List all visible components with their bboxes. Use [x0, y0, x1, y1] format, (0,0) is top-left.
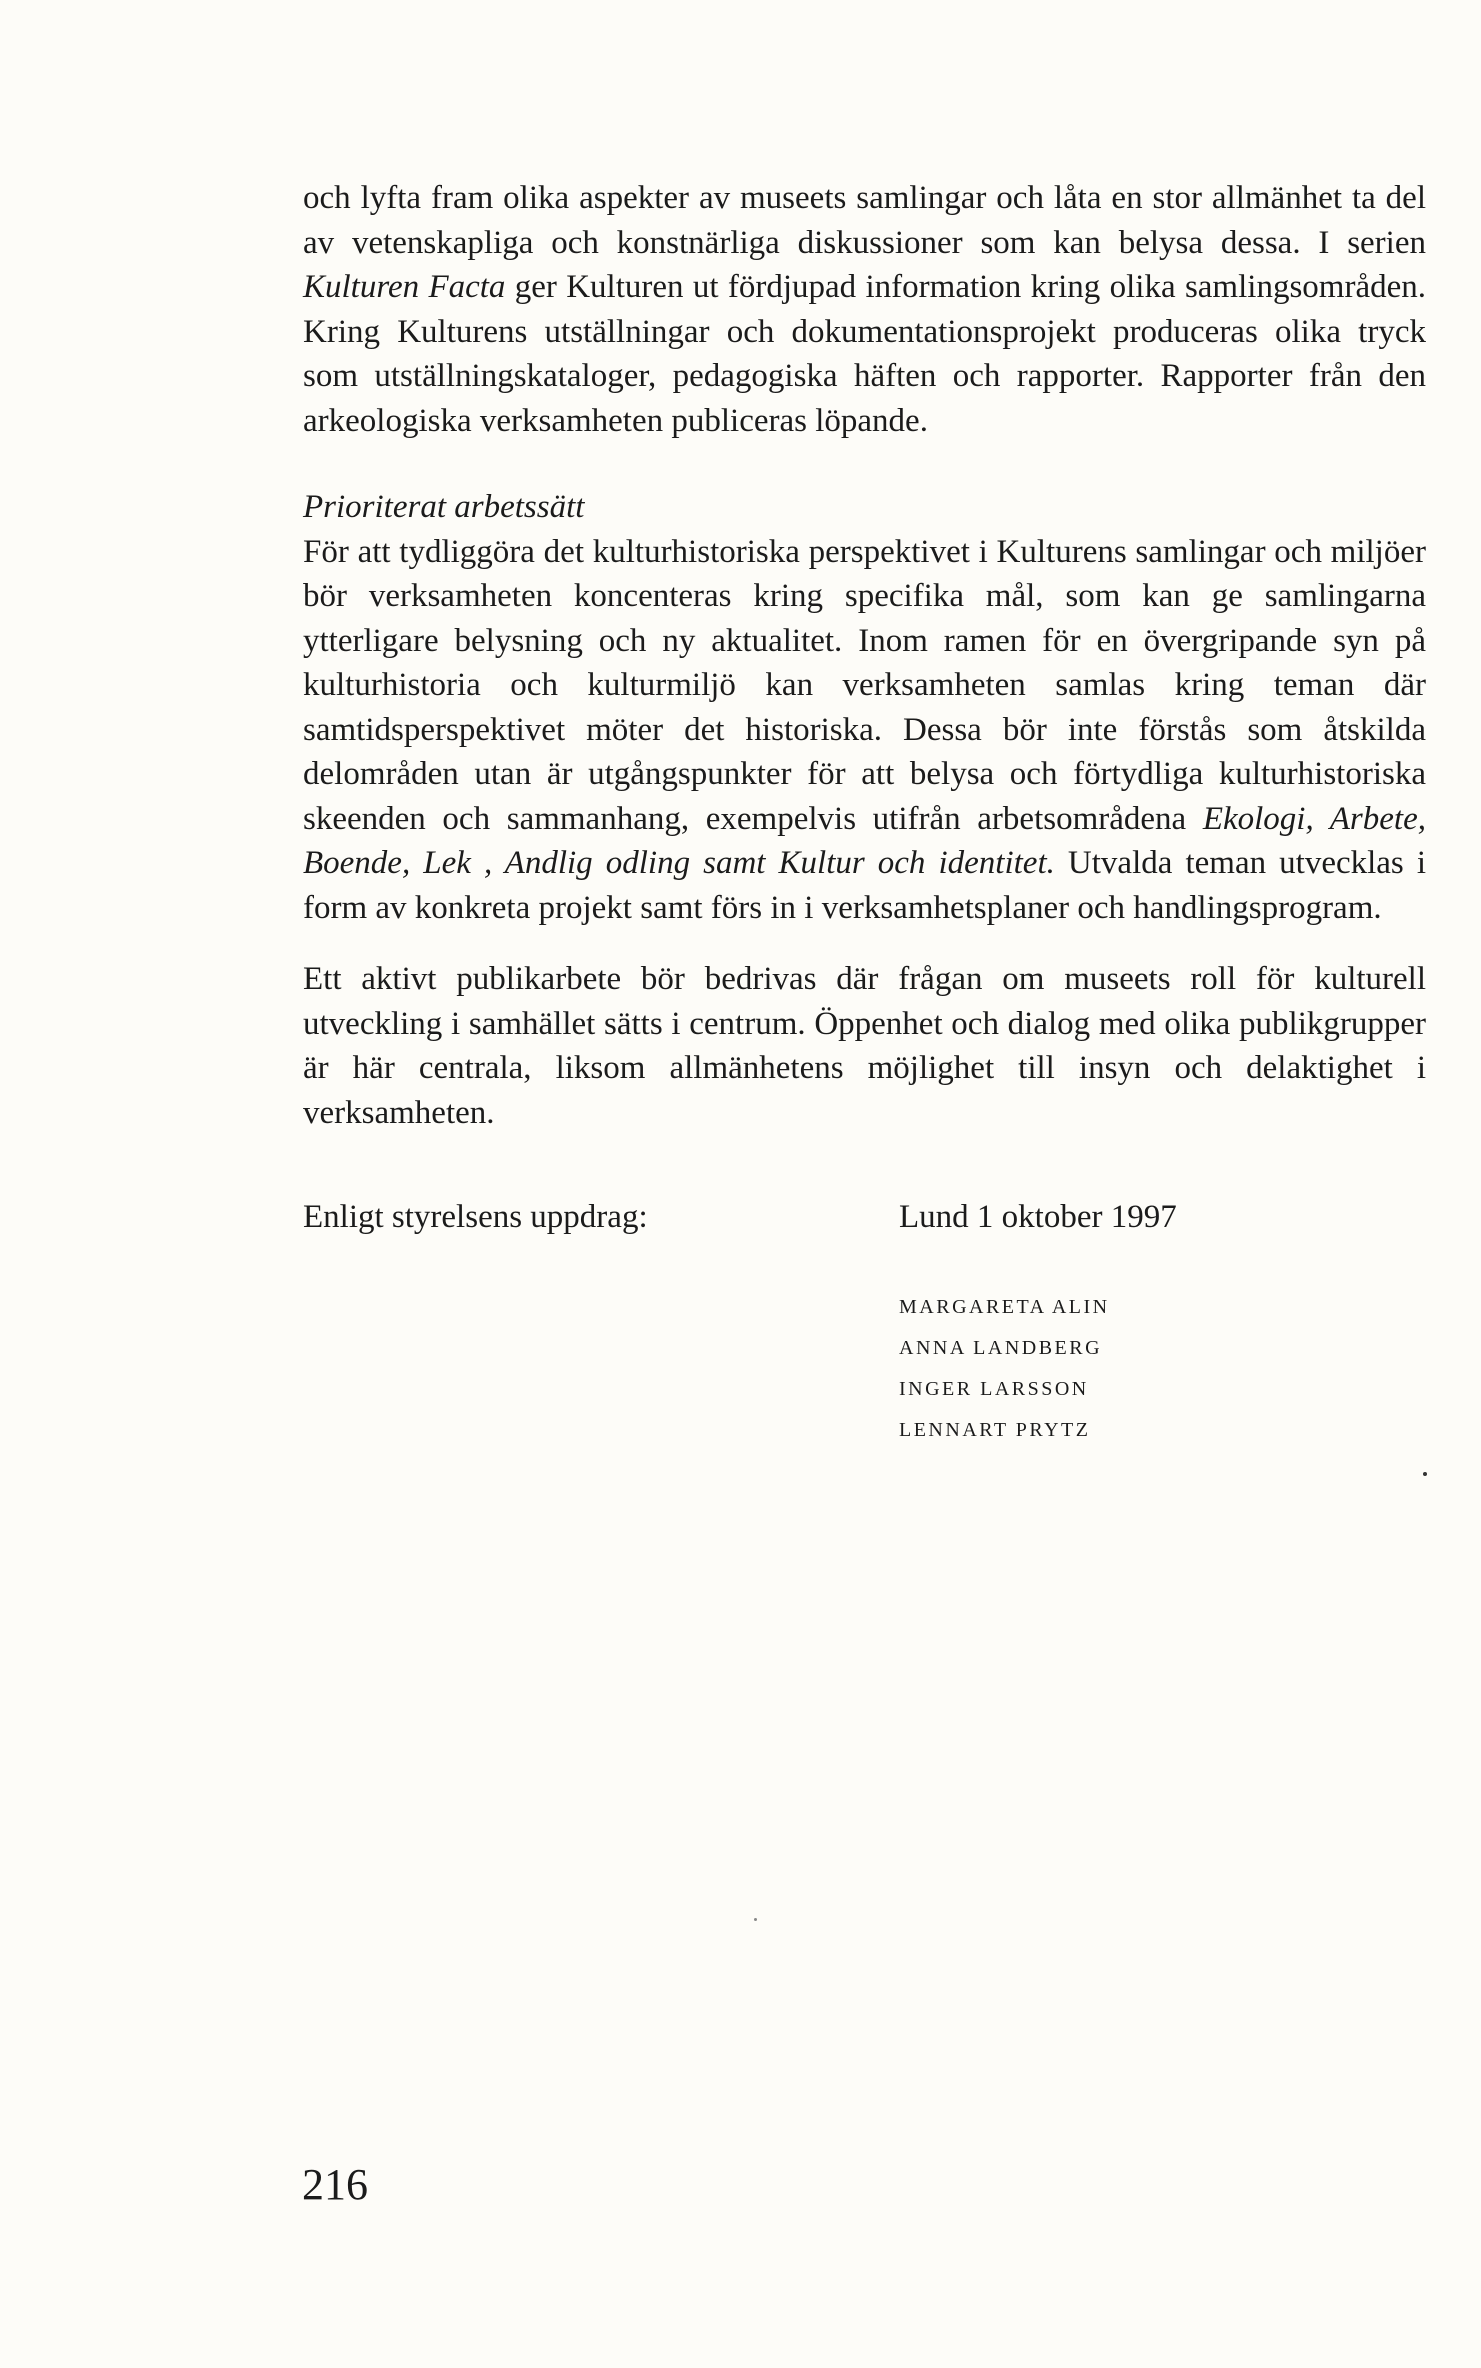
paragraph-2-text: För att tydliggöra det kulturhistoriska perspektivet i Kulturens samlingar och miljöer bör verksamheten koncenteras kring specifika mål, som kan ge samlingarna ytterligare belysning och ny aktualitet. Inom ramen för en övergripande syn på kulturhistoria och kulturmiljö kan verksamheten samlas kring teman där samtidsperspektivet möter det historiska. Dessa bör inte förstås som åtskilda delområden utan är utgångspunkter för att belysa och förtydliga kulturhistoriska skeenden och sammanhang, exempelvis utifrån arbetsområdena: [303, 533, 1426, 837]
board-member-name: INGER LARSSON: [899, 1378, 1089, 1400]
section-heading: Prioriterat arbetssätt: [303, 489, 585, 525]
ink-speck: [754, 1918, 757, 1921]
ink-speck: [1423, 1472, 1427, 1476]
paragraph-3: Ett aktivt publikarbete bör bedrivas där frågan om museets roll för kulturell utveckling i samhället sätts i centrum. Öppenhet och dialog med olika publikgrupper är här centrala, liksom allmänhetens möjlighet till insyn och delaktighet i verksamheten.: [303, 961, 1426, 1131]
board-members: [899, 1287, 1110, 1451]
paragraph-2: [303, 530, 1426, 931]
board-member-name: MARGARETA ALIN: [899, 1296, 1110, 1318]
paragraph-2-text-cont: Utvalda teman utvecklas i form av konkreta projekt samt förs in i verksamhetsplaner och handlingsprogram.: [303, 845, 1426, 926]
page-number: 216: [302, 2160, 368, 2209]
paragraph-1-text: och lyfta fram olika aspekter av museets samlingar och låta en stor allmänhet ta del av vetenskapliga och konstnärliga diskussioner som kan belysa dessa. I serien: [303, 180, 1426, 261]
signature-date: Lund 1 oktober 1997: [899, 1199, 1177, 1235]
body-text: [303, 176, 1426, 1135]
signature-label: Enligt styrelsens uppdrag:: [303, 1199, 648, 1235]
paragraph-1-text-cont: ger Kulturen ut fördjupad information kring olika samlingsområden. Kring Kulturens utställningar och dokumentationsprojekt produceras olika tryck som utställningskataloger, pedagogiska häften och rapporter. Rapporter från den arkeologiska verksamheten publiceras löpande.: [303, 269, 1426, 439]
board-member-name: LENNART PRYTZ: [899, 1419, 1091, 1441]
series-title: Kulturen Facta: [303, 269, 506, 305]
work-areas: Ekologi, Arbete, Boende, Lek , Andlig odling samt Kultur och identitet.: [303, 800, 1426, 881]
paragraph-1: [303, 176, 1426, 443]
board-member-name: ANNA LANDBERG: [899, 1337, 1103, 1359]
